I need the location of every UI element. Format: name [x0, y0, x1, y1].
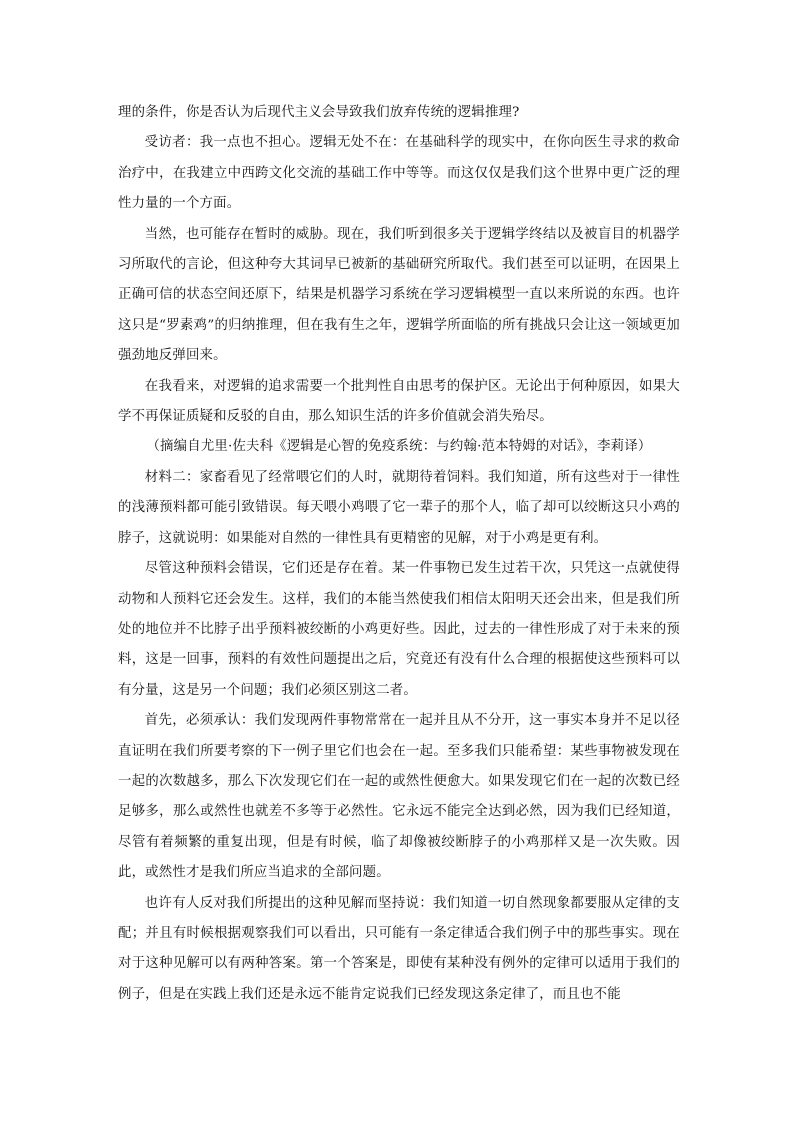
- paragraph-interviewee-answer: 受访者：我一点也不担心。逻辑无处不在：在基础科学的现实中，在你向医生寻求的救命治疗中，在我建立中西跨文化交流的基础工作中等等。而这仅仅是我们这个世界中更广泛的理性力量的一个方面。: [118, 135, 680, 212]
- paragraph-material-two: 材料二：家畜看见了经常喂它们的人时，就期待着饲料。我们知道，所有这些对于一律性的浅薄预料都可能引致错误。每天喂小鸡喂了它一辈子的那个人，临了却可以绞断这只小鸡的脖子，这就说明：如果能对自然的一律性具有更精密的见解，对于小鸡是更有利。: [118, 469, 680, 546]
- paragraph-laws-objection: 也许有人反对我们所提出的这种见解而坚持说：我们知道一切自然现象都要服从定律的支配；并且有时候根据观察我们可以看出，只可能有一条定律适合我们例子中的那些事实。现在对于这种见解可以有两种答案。第一个答案是，即使有某种没有例外的定律可以适用于我们的例子，但是在实践上我们还是永远不能肯定说我们已经发现这条定律了，而且也不能: [118, 895, 680, 1002]
- paragraph-question-continuation: 理的条件，你是否认为后现代主义会导致我们放弃传统的逻辑推理?: [118, 105, 520, 120]
- article-body: [118, 98, 680, 1010]
- paragraph-temporary-threat: 当然，也可能存在暂时的威胁。现在，我们听到很多关于逻辑学终结以及被盲目的机器学习所取代的言论，但这种夸大其词早已被新的基础研究所取代。我们甚至可以证明，在因果上正确可信的状态空间还原下，结果是机器学习系统在学习逻辑模型一直以来所说的东西。也许这只是“罗素鸡”的归纳推理，但在我有生之年，逻辑学所面临的所有挑战只会让这一领域更加强劲地反弹回来。: [118, 226, 680, 364]
- source-citation: （摘编自尤里·佐夫科《逻辑是心智的免疫系统：与约翰·范本特姆的对话》，李莉译）: [146, 439, 652, 455]
- paragraph-critical-thinking: 在我看来，对逻辑的追求需要一个批判性自由思考的保护区。无论出于何种原因，如果大学不再保证质疑和反驳的自由，那么知识生活的许多价值就会消失殆尽。: [118, 378, 680, 425]
- paragraph-expectation: 尽管这种预料会错误，它们还是存在着。某一件事物已发生过若干次，只凭这一点就使得动物和人预料它还会发生。这样，我们的本能当然使我们相信太阳明天还会出来，但是我们所处的地位并不比脖子出乎预料被绞断的小鸡更好些。因此，过去的一律性形成了对于未来的预料，这是一回事，预料的有效性问题提出之后，究竟还有没有什么合理的根据使这些预料可以有分量，这是另一个问题；我们必须区别这二者。: [118, 561, 680, 698]
- paragraph-probability: 首先，必须承认：我们发现两件事物常常在一起并且从不分开，这一事实本身并不足以径直证明在我们所要考察的下一例子里它们也会在一起。至多我们只能希望：某些事物被发现在一起的次数越多，那么下次发现它们在一起的或然性便愈大。如果发现它们在一起的次数已经足够多，那么或然性也就差不多等于必然性。它永远不能完全达到必然，因为我们已经知道，尽管有着频繁的重复出现，但是有时候，临了却像被绞断脖子的小鸡那样又是一次失败。因此，或然性才是我们所应当追求的全部问题。: [118, 713, 680, 881]
